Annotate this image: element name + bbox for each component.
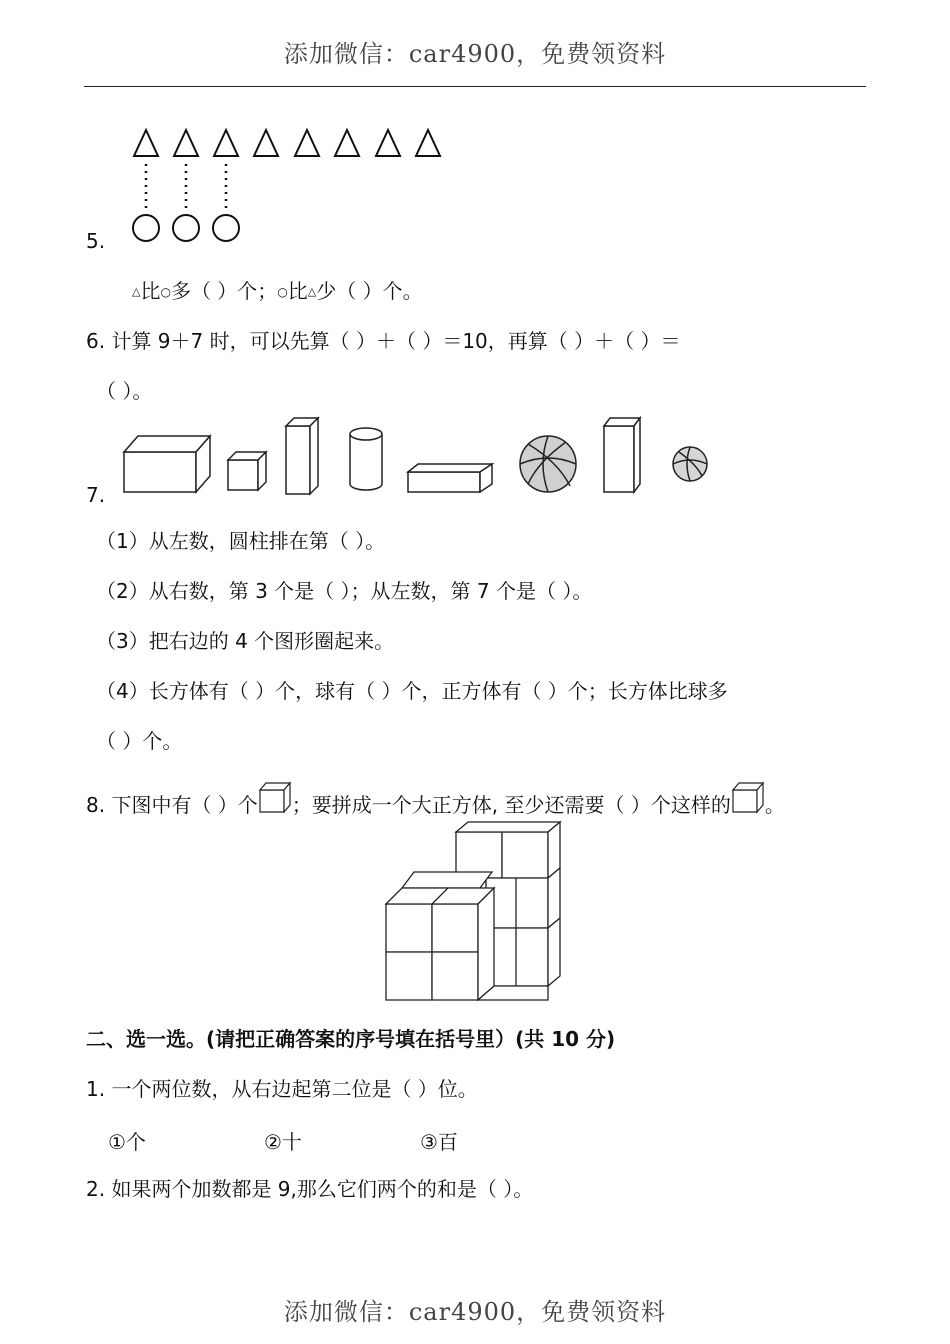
watermark-top: 添加微信：car4900，免费领资料 xyxy=(283,40,667,68)
small-cube-icon xyxy=(258,780,292,814)
q6-line2: （ ）。 xyxy=(96,379,153,403)
circle-shape xyxy=(173,215,199,241)
q7-number: 7. xyxy=(86,483,106,507)
small-circle-icon: ○ xyxy=(277,285,288,299)
q7-sub3: （3）把右边的 4 个图形圈起来。 xyxy=(96,629,395,653)
ball-shape xyxy=(673,447,707,481)
small-cube-icon xyxy=(731,780,765,814)
q6-line1: 6. 计算 9＋7 时，可以先算（ ）＋（ ）＝10，再算（ ）＋（ ）＝ xyxy=(86,329,681,353)
circle-shape xyxy=(213,215,239,241)
q7-sub2: （2）从右数，第 3 个是（ ）；从左数，第 7 个是（ ）。 xyxy=(96,579,593,603)
q5-number: 5. xyxy=(86,229,106,253)
q7-sub4: （4）长方体有（ ）个，球有（ ）个，正方体有（ ）个；长方体比球多 xyxy=(96,679,728,703)
triangle-shape xyxy=(254,130,278,156)
triangle-shape xyxy=(295,130,319,156)
option-3: ③百 xyxy=(420,1130,458,1154)
triangle-shape xyxy=(376,130,400,156)
q7-sub4b: （ ）个。 xyxy=(96,729,183,753)
small-triangle-icon: △ xyxy=(132,285,141,298)
cuboid-shape-2 xyxy=(286,418,318,494)
q8-cube-stack xyxy=(382,818,582,1008)
cuboid-shape-1 xyxy=(124,436,210,492)
cuboid-shape-3 xyxy=(408,464,492,492)
header-rule xyxy=(84,86,866,87)
circle-shape xyxy=(133,215,159,241)
q8-text: 8. 下图中有（ ）个 ；要拼成一个大正方体, 至少还需要（ ）个这样的 。 xyxy=(86,780,785,818)
small-triangle-icon: △ xyxy=(307,285,317,298)
option-1: ①个 xyxy=(108,1130,146,1154)
triangle-shape xyxy=(214,130,238,156)
section2-q2: 2. 如果两个加数都是 9,那么它们两个的和是（ ）。 xyxy=(86,1177,534,1201)
triangle-shape xyxy=(335,130,359,156)
q7-figure xyxy=(118,412,738,502)
q7-sub1: （1）从左数，圆柱排在第（ ）。 xyxy=(96,529,386,553)
cuboid-shape-4 xyxy=(604,418,640,492)
option-2: ②十 xyxy=(264,1130,302,1154)
basketball-shape xyxy=(520,436,576,492)
cylinder-shape xyxy=(350,428,382,490)
triangle-shape xyxy=(416,130,440,156)
cube-shape-1 xyxy=(228,452,266,490)
watermark-bottom: 添加微信：car4900，免费领资料 xyxy=(283,1298,667,1326)
section2-q1: 1. 一个两位数，从右边起第二位是（ ）位。 xyxy=(86,1077,478,1101)
q5-figure xyxy=(126,124,466,244)
q5-text: △比○多（ ）个；○比△少（ ）个。 xyxy=(132,279,423,303)
triangle-shape xyxy=(174,130,198,156)
section2-title: 二、选一选。(请把正确答案的序号填在括号里）(共 10 分) xyxy=(86,1027,616,1051)
small-circle-icon: ○ xyxy=(160,285,171,299)
triangle-shape xyxy=(134,130,158,156)
